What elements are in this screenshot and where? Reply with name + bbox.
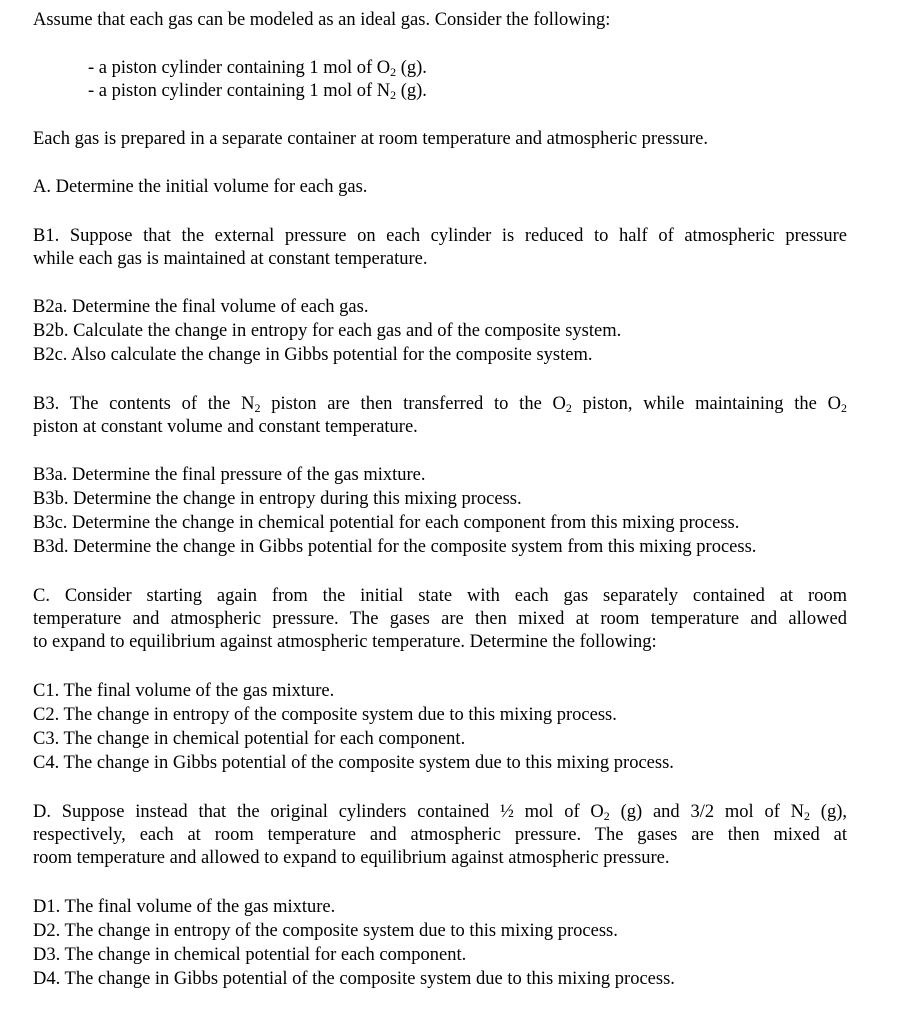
question-b3c: B3c. Determine the change in chemical potential for each component from this mixing process. bbox=[33, 513, 740, 533]
part-b1-line-1: B1. Suppose that the external pressure on each cylinder is reduced to half of atmospheric pressure bbox=[33, 226, 847, 246]
question-c4: C4. The change in Gibbs potential of the composite system due to this mixing process. bbox=[33, 753, 674, 773]
part-c-line-3: to expand to equilibrium against atmospheric temperature. Determine the following: bbox=[33, 632, 657, 652]
part-b1-line-2: while each gas is maintained at constant temperature. bbox=[33, 249, 428, 269]
part-d-line-2: respectively, each at room temperature and atmospheric pressure. The gases are then mixed at bbox=[33, 825, 847, 845]
question-d3: D3. The change in chemical potential for each component. bbox=[33, 945, 467, 965]
question-c1: C1. The final volume of the gas mixture. bbox=[33, 681, 335, 701]
question-d2: D2. The change in entropy of the composite system due to this mixing process. bbox=[33, 921, 618, 941]
cylinder-n2-item: - a piston cylinder containing 1 mol of $N_2$ (g). bbox=[88, 81, 427, 102]
part-c-line-1: C. Consider starting again from the initial state with each gas separately contained at room bbox=[33, 586, 847, 606]
question-b2c: B2c. Also calculate the change in Gibbs potential for the composite system. bbox=[33, 345, 593, 365]
part-c-line-2: temperature and atmospheric pressure. The gases are then mixed at room temperature and allowed bbox=[33, 609, 847, 629]
part-d-line-1: D. Suppose instead that the original cylinders contained ½ mol of $O_2$ (g) and 3/2 mol of $N_2$ (g), bbox=[33, 802, 847, 823]
question-b3a: B3a. Determine the final pressure of the gas mixture. bbox=[33, 465, 426, 485]
part-d-line-3: room temperature and allowed to expand to equilibrium against atmospheric pressure. bbox=[33, 848, 670, 868]
part-a-question: A. Determine the initial volume for each gas. bbox=[33, 177, 368, 197]
question-b2a: B2a. Determine the final volume of each gas. bbox=[33, 297, 369, 317]
question-b2b: B2b. Calculate the change in entropy for each gas and of the composite system. bbox=[33, 321, 622, 341]
question-d1: D1. The final volume of the gas mixture. bbox=[33, 897, 336, 917]
part-b3-line-2: piston at constant volume and constant temperature. bbox=[33, 417, 418, 437]
part-b3-line-1: B3. The contents of the $N_2$ piston are then transferred to the $O_2$ piston, while maintaining the $O_2$ bbox=[33, 394, 848, 415]
question-b3d: B3d. Determine the change in Gibbs potential for the composite system from this mixing process. bbox=[33, 537, 757, 557]
question-c3: C3. The change in chemical potential for each component. bbox=[33, 729, 466, 749]
intro-text: Assume that each gas can be modeled as an ideal gas. Consider the following: bbox=[33, 10, 611, 30]
question-d4: D4. The change in Gibbs potential of the composite system due to this mixing process. bbox=[33, 969, 675, 989]
cylinder-o2-item: - a piston cylinder containing 1 mol of $O_2$ (g). bbox=[88, 58, 427, 79]
question-b3b: B3b. Determine the change in entropy during this mixing process. bbox=[33, 489, 522, 509]
question-c2: C2. The change in entropy of the composite system due to this mixing process. bbox=[33, 705, 617, 725]
preparation-text: Each gas is prepared in a separate container at room temperature and atmospheric pressure. bbox=[33, 129, 708, 149]
